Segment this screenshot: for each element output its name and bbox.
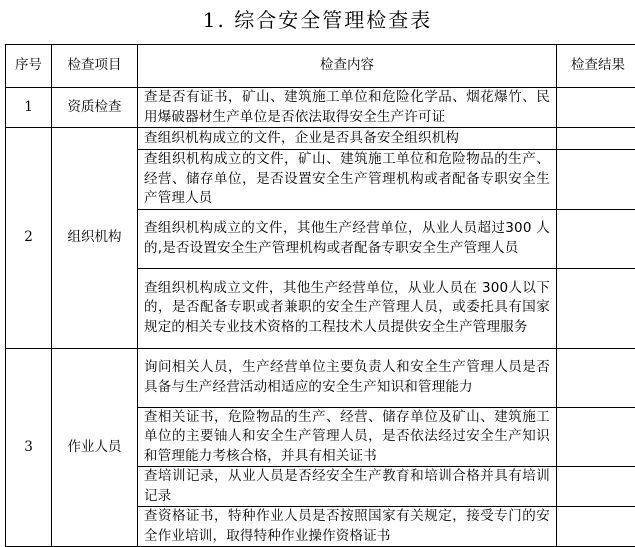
check-content-cell <box>138 88 557 128</box>
check-content-cell <box>138 128 557 150</box>
table-header-row <box>6 45 635 88</box>
check-content-cell <box>138 507 557 547</box>
check-item-cell: 组织机构 <box>52 128 138 349</box>
table-row <box>6 88 635 128</box>
check-item-cell: 资质检查 <box>52 88 138 128</box>
check-content-cell <box>138 209 557 268</box>
check-content-cell <box>138 467 557 507</box>
table-row <box>6 128 635 150</box>
check-content-text: 询问相关人员，生产经营单位主要负责人和安全生产管理人员是否具备与生产经营活动相适应的安全生产知识和管理能力 <box>144 358 550 397</box>
check-content-text: 查组织机构成立的文件，矿山、建筑施工单位和危险物品的生产、经营、储存单位，是否设置安全生产管理机构或者配备专职安全生产管理人员 <box>144 150 550 209</box>
check-result-cell[interactable] <box>557 268 635 348</box>
check-content-text: 查组织机构成立的文件，企业是否具备安全组织机构 <box>144 129 550 149</box>
check-content-text: 查组织机构成立的文件，其他生产经营单位，从业人员超过300 人的,是否设置安全生产管理机构或者配备专职安全生产管理人员 <box>144 219 550 258</box>
check-result-cell[interactable] <box>557 507 635 547</box>
check-result-cell[interactable] <box>557 128 635 150</box>
check-content-cell <box>138 150 557 210</box>
check-result-cell[interactable] <box>557 88 635 128</box>
check-result-cell[interactable] <box>557 150 635 210</box>
serial-number-cell: 2 <box>6 128 52 349</box>
check-item-cell: 作业人员 <box>52 348 138 547</box>
check-content-text: 查相关证书，危险物品的生产、经营、储存单位及矿山、建筑施工单位的主要铀人和安全生产管理人员，是否依法经过安全生产知识和管理能力考核合格，并具有相关证书 <box>144 408 550 467</box>
check-content-cell <box>138 348 557 407</box>
table-body <box>6 88 635 547</box>
check-content-text: 查培训记录，从业人员是否经安全生产教育和培训合格并具有培训记录 <box>144 467 550 506</box>
check-content-text: 查资格证书，特种作业人员是否按照国家有关规定，接受专门的安全作业培训，取得特种作业操作资格证书 <box>144 507 550 546</box>
serial-number-cell: 3 <box>6 348 52 547</box>
serial-number-cell: 1 <box>6 88 52 128</box>
table-row <box>6 348 635 407</box>
header-serial-number: 序号 <box>6 45 52 88</box>
check-content-text: 查是否有证书，矿山、建筑施工单位和危险化学品、烟花爆竹、民用爆破器材生产单位是否依法取得安全生产许可证 <box>144 88 550 127</box>
check-content-cell <box>138 268 557 348</box>
check-content-text: 查组织机构成立文件，其他生产经营单位，从业人员在 300人以下的，是否配备专职或者兼职的安全生产管理人员，或委托具有国家规定的相关专业技术资格的工程技术人员提供安全生产管理服务 <box>144 279 550 338</box>
check-content-cell <box>138 407 557 467</box>
check-result-cell[interactable] <box>557 467 635 507</box>
header-check-item: 检查项目 <box>52 45 138 88</box>
header-check-result: 检查结果 <box>557 45 635 88</box>
header-check-content: 检查内容 <box>138 45 557 88</box>
page-title: 1. 综合安全管理检查表 <box>0 4 635 33</box>
check-result-cell[interactable] <box>557 348 635 407</box>
check-result-cell[interactable] <box>557 209 635 268</box>
safety-checklist-table <box>5 44 635 547</box>
check-result-cell[interactable] <box>557 407 635 467</box>
